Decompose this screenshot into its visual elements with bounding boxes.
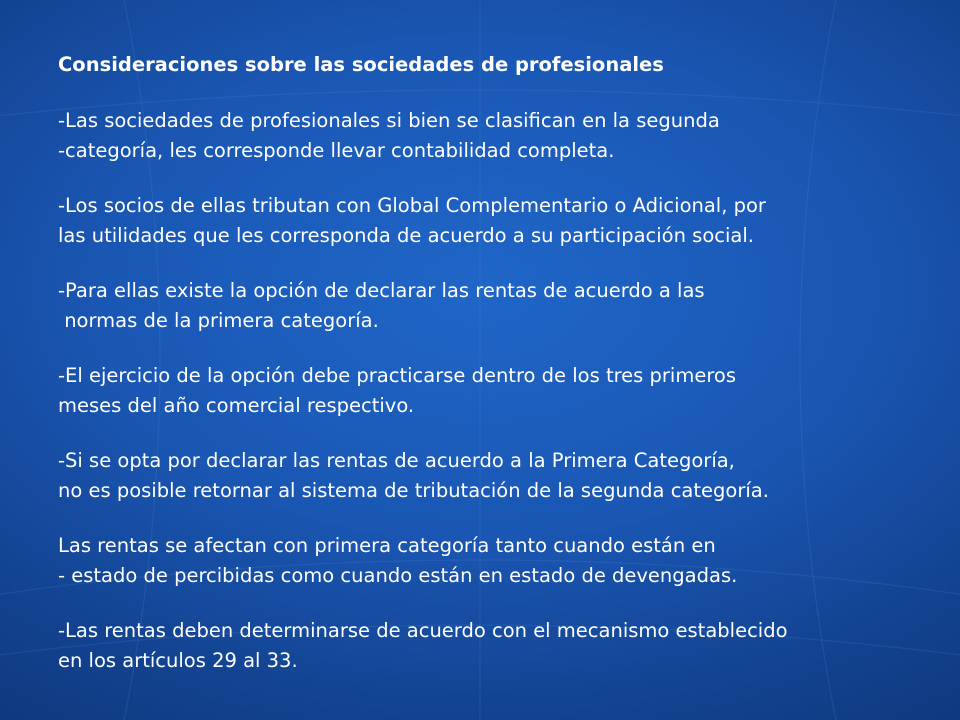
- paragraph-5: [58, 446, 958, 506]
- paragraph-line: - estado de percibidas como cuando están en estado de devengadas.: [58, 564, 738, 587]
- paragraph-line: normas de la primera categoría.: [58, 309, 379, 332]
- paragraph-3: [58, 276, 958, 336]
- paragraph-line: -El ejercicio de la opción debe practicarse dentro de los tres primeros: [58, 364, 737, 387]
- slide-title: Consideraciones sobre las sociedades de profesionales: [58, 53, 664, 76]
- paragraph-line: en los artículos 29 al 33.: [58, 649, 298, 672]
- paragraph-line: no es posible retornar al sistema de tributación de la segunda categoría.: [58, 479, 769, 502]
- paragraph-1: [58, 106, 958, 166]
- paragraph-line: -categoría, les corresponde llevar contabilidad completa.: [58, 139, 615, 162]
- paragraph-4: [58, 361, 958, 421]
- paragraph-line: las utilidades que les corresponda de acuerdo a su participación social.: [58, 224, 754, 247]
- paragraph-line: -Las rentas deben determinarse de acuerdo con el mecanismo establecido: [58, 619, 788, 642]
- paragraph-7: [58, 616, 958, 676]
- paragraph-line: -Para ellas existe la opción de declarar las rentas de acuerdo a las: [58, 279, 705, 302]
- paragraph-line: -Si se opta por declarar las rentas de acuerdo a la Primera Categoría,: [58, 449, 735, 472]
- paragraph-line: Las rentas se afectan con primera categoría tanto cuando están en: [58, 534, 716, 557]
- slide-content: [58, 50, 958, 701]
- paragraph-6: [58, 531, 958, 591]
- paragraph-line: -Los socios de ellas tributan con Global Complementario o Adicional, por: [58, 194, 766, 217]
- paragraph-line: -Las sociedades de profesionales si bien se clasifican en la segunda: [58, 109, 720, 132]
- paragraph-line: meses del año comercial respectivo.: [58, 394, 415, 417]
- paragraph-2: [58, 191, 958, 251]
